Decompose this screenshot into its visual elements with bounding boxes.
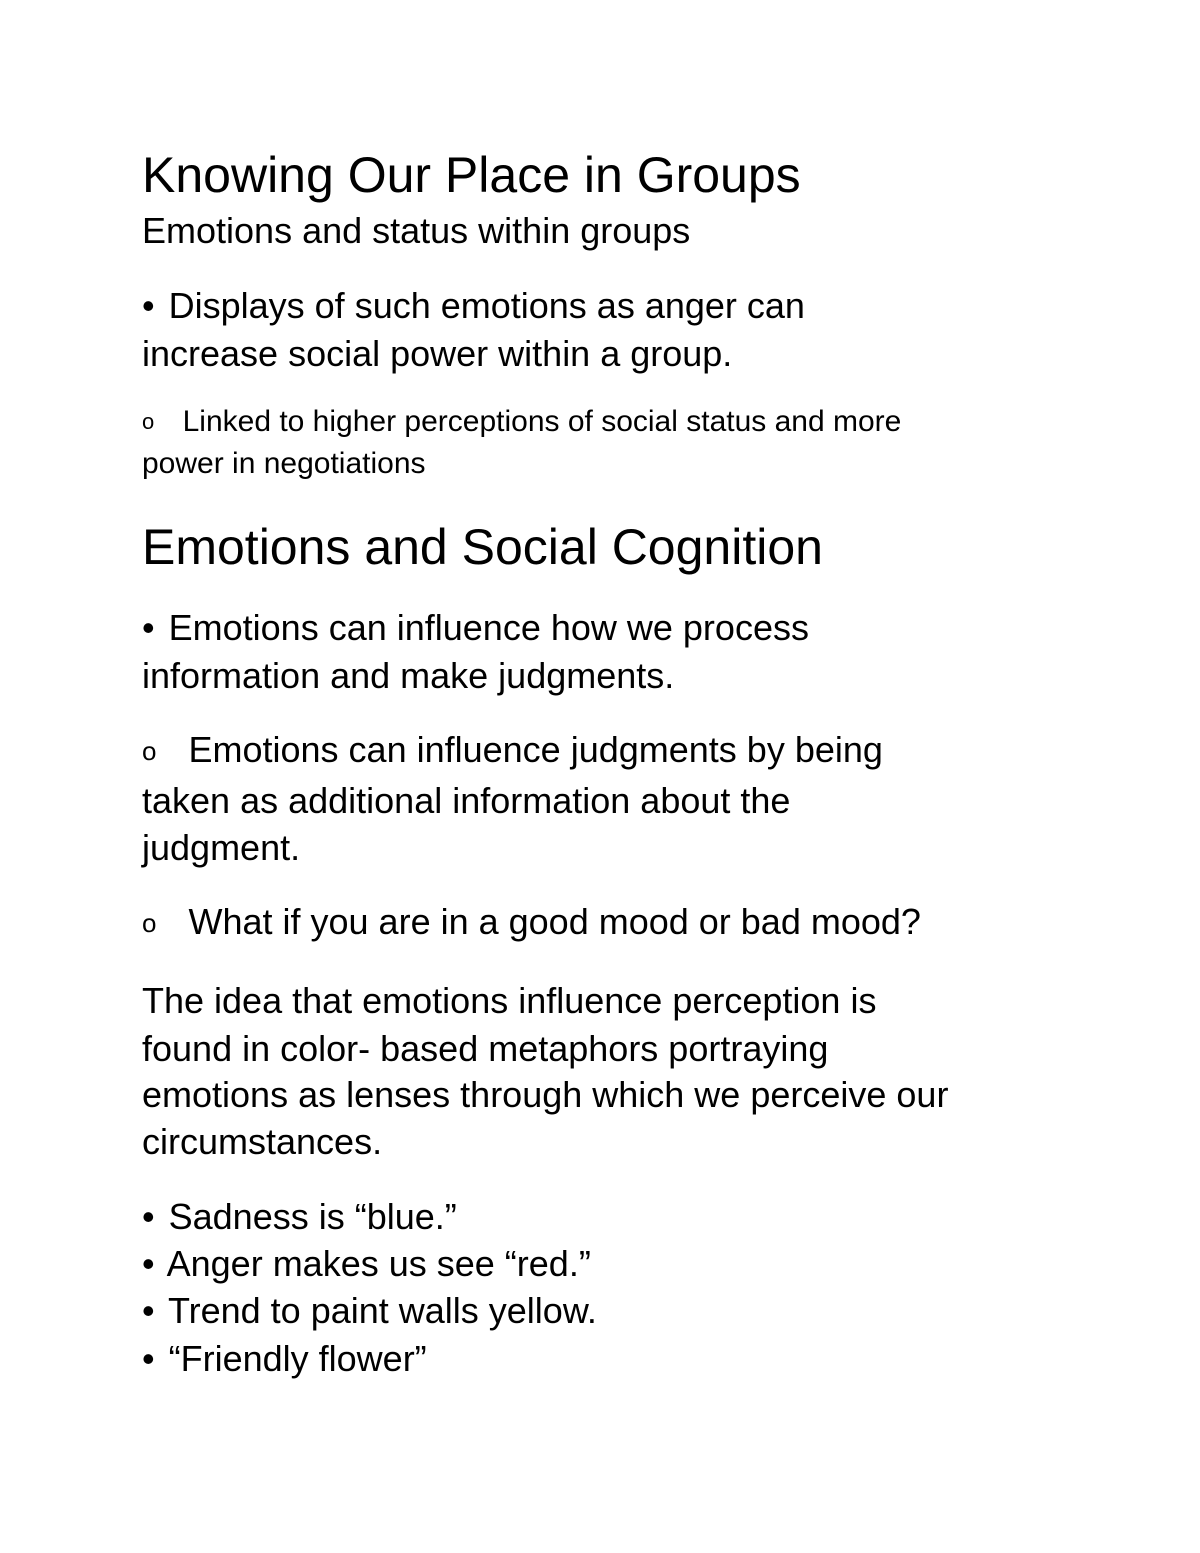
section2-paragraph-line-1: The idea that emotions influence perception is [142,980,877,1021]
bullet-marker: • [142,1196,155,1237]
subitem-text: Linked to higher perceptions of social status and more [182,405,902,438]
list-item [142,1290,597,1331]
section2-subitem2-line-1 [142,901,921,942]
list-item-text: Sadness is “blue.” [168,1196,457,1237]
section2-bullet-line-2: information and make judgments. [142,655,675,696]
list-item [142,1243,591,1284]
section1-subitem-line-2: power in negotiations [142,447,426,480]
section1-bullet-line-2: increase social power within a group. [142,333,733,374]
subitem-text: Emotions can influence judgments by being [188,729,883,770]
list-item-text: Trend to paint walls yellow. [167,1290,597,1331]
bullet-marker: • [142,1243,155,1284]
subitem-marker: o [142,409,155,434]
bullet-marker: • [142,285,155,326]
bullet-text: Displays of such emotions as anger can [168,285,805,326]
bullet-marker: • [142,1290,155,1331]
bullet-marker: • [142,1338,155,1379]
section1-subtitle: Emotions and status within groups [142,210,691,251]
subitem-text: What if you are in a good mood or bad mood? [188,901,921,942]
list-item [142,1338,427,1379]
list-item-text: “Friendly flower” [168,1338,427,1379]
section1-subitem-line-1 [142,407,901,437]
bullet-marker: • [142,607,155,648]
section2-paragraph-line-4: circumstances. [142,1121,383,1162]
section2-title: Emotions and Social Cognition [142,519,823,575]
section2-paragraph-line-3: emotions as lenses through which we perceive our [142,1074,949,1115]
bullet-text: Emotions can influence how we process [168,607,809,648]
section2-bullet-line-1 [142,607,809,648]
section2-paragraph-line-2: found in color- based metaphors portraying [142,1028,829,1069]
subitem-marker: o [142,908,157,938]
subitem-marker: o [142,736,157,766]
section2-subitem1-line-1 [142,729,883,770]
section1-bullet-line-1 [142,285,805,326]
list-item-text: Anger makes us see “red.” [166,1243,591,1284]
section2-subitem1-line-3: judgment. [142,827,301,868]
list-item [142,1196,457,1237]
section1-title: Knowing Our Place in Groups [142,147,801,203]
section2-subitem1-line-2: taken as additional information about the [142,780,791,821]
